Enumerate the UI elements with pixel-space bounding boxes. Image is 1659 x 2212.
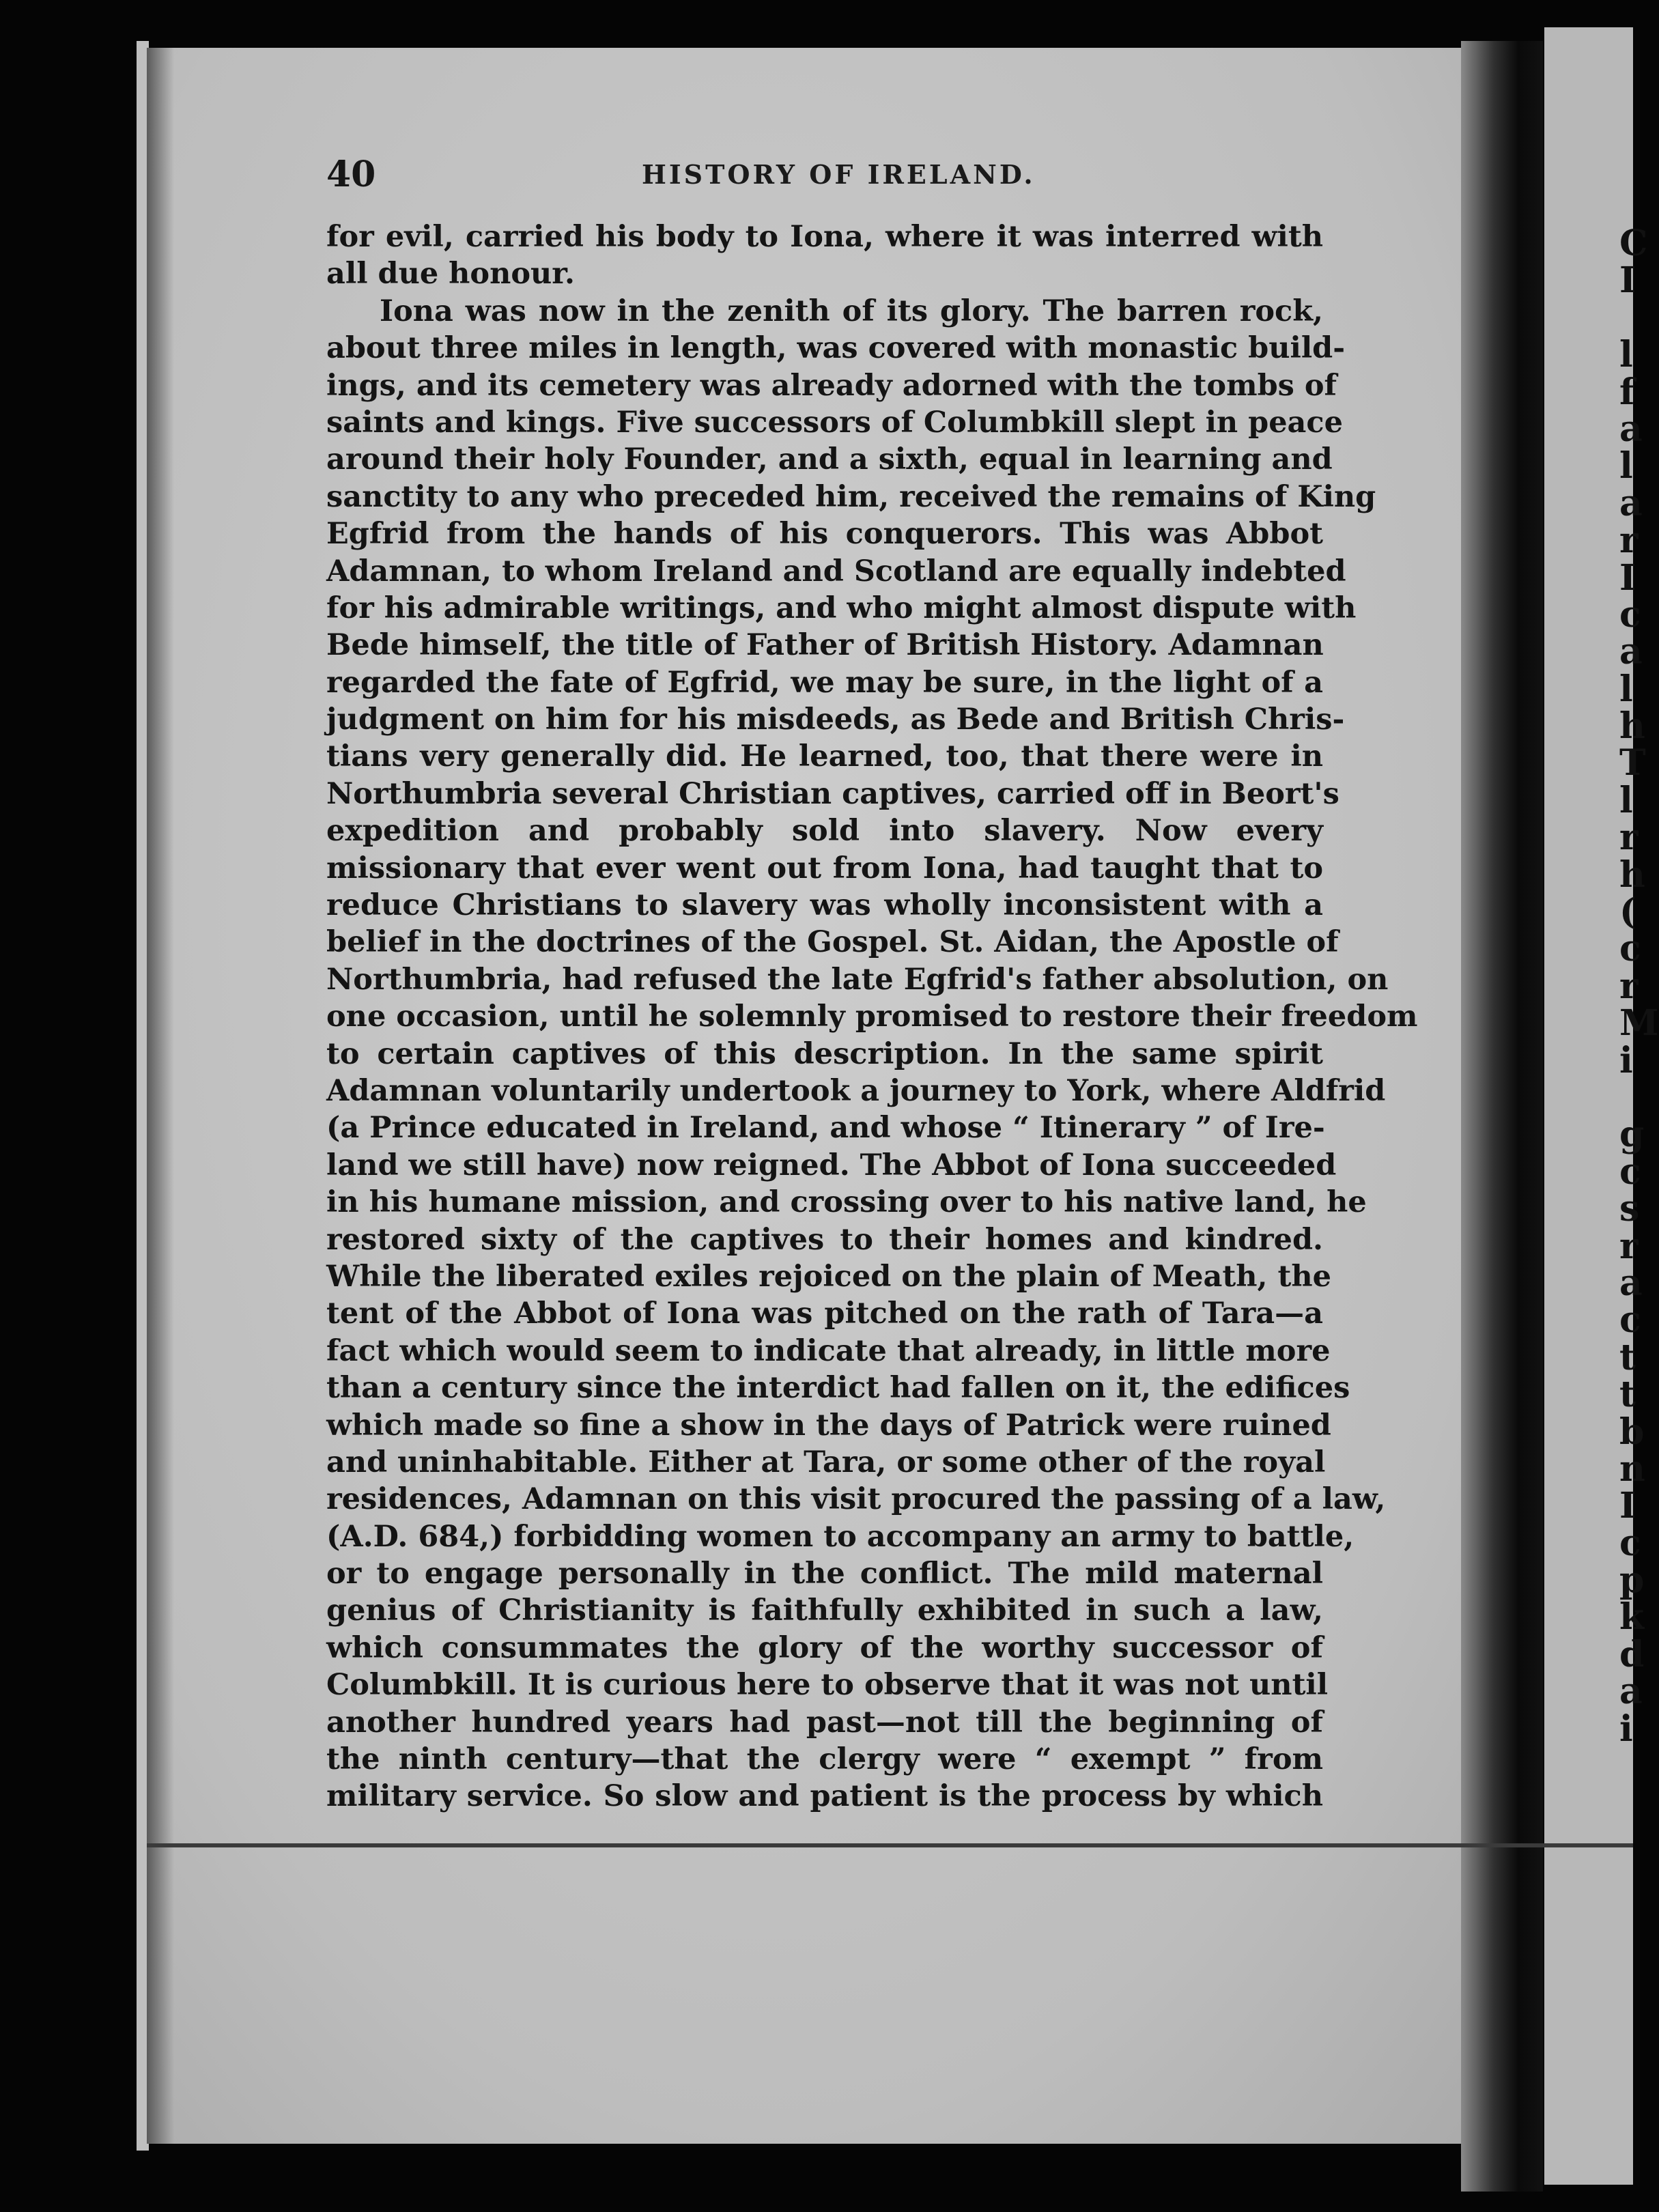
text-line: to certain captives of this description. In the same spirit (326, 1036, 1323, 1071)
text-line: around their holy Founder, and a sixth, equal in learning and (326, 442, 1333, 477)
facing-page-letter: C (1619, 223, 1648, 264)
text-line: the ninth century—that the clergy were “ exempt ” from (326, 1742, 1323, 1777)
facing-page-letter: g (1619, 1114, 1645, 1156)
facing-page-letter: a (1619, 631, 1643, 673)
facing-page-letter: h (1619, 705, 1645, 748)
facing-page-letter: I (1619, 1485, 1636, 1527)
facing-page-letter: I (1619, 259, 1636, 302)
facing-page-letter: i (1619, 1039, 1633, 1081)
facing-page-letter: a (1619, 1262, 1643, 1304)
facing-page-letter: d (1619, 1633, 1645, 1675)
facing-page-letter: b (1619, 1410, 1645, 1453)
facing-page-letter: c (1619, 1299, 1641, 1342)
facing-page-letter: l (1619, 779, 1633, 821)
text-line: missionary that ever went out from Iona, had taught that to (326, 851, 1323, 885)
text-line: another hundred years had past—not till the beginning of (326, 1705, 1323, 1740)
facing-page-letter: l (1619, 445, 1633, 487)
text-line: restored sixty of the captives to their homes and kindred. (326, 1222, 1323, 1257)
facing-page-letter: k (1619, 1596, 1645, 1639)
facing-page-letter: M (1619, 1002, 1659, 1045)
facing-page-letter: c (1619, 593, 1641, 636)
text-line: fact which would seem to indicate that already, in little more (326, 1333, 1331, 1368)
facing-page-letter: a (1619, 482, 1643, 524)
facing-page-letter: ( (1619, 891, 1636, 933)
facing-page-letter: a (1619, 1671, 1643, 1713)
text-line: tians very generally did. He learned, too, that there were in (326, 739, 1323, 774)
facing-page-fragments (1619, 223, 1659, 1750)
text-line: (A.D. 684,) forbidding women to accompany an army to battle, (326, 1519, 1355, 1554)
facing-page-letter: a (1619, 408, 1643, 450)
page-header (326, 154, 1323, 201)
facing-page-letter (1619, 300, 1647, 337)
text-line: While the liberated exiles rejoiced on the plain of Meath, the (326, 1259, 1331, 1294)
text-line: tent of the Abbot of Iona was pitched on the rath of Tara—a (326, 1296, 1323, 1331)
text-line: in his humane mission, and crossing over to his native land, he (326, 1185, 1367, 1220)
facing-page-letter: f (1619, 371, 1635, 413)
text-line: Bede himself, the title of Father of British History. Adamnan (326, 628, 1324, 663)
text-line: than a century since the interdict had fallen on it, the edifices (326, 1371, 1350, 1406)
text-line: about three miles in length, was covered with monastic build- (326, 331, 1346, 366)
text-line: Egfrid from the hands of his conquerors. This was Abbot (326, 517, 1323, 552)
facing-page-letter: l (1619, 668, 1633, 710)
text-line: expedition and probably sold into slavery. Now every (326, 814, 1323, 849)
body-text (326, 218, 1418, 1815)
facing-page-letter: c (1619, 928, 1641, 970)
text-line: land we still have) now reigned. The Abbot of Iona succeeded (326, 1148, 1337, 1182)
facing-page-letter: r (1619, 1225, 1639, 1267)
text-line: judgment on him for his misdeeds, as Bede and British Chris- (326, 703, 1345, 737)
text-line: Adamnan, to whom Ireland and Scotland are equally indebted (326, 554, 1346, 589)
text-line: (a Prince educated in Ireland, and whose “ Itinerary ” of Ire- (326, 1111, 1325, 1146)
facing-page-letter: t (1619, 1374, 1636, 1416)
text-line: all due honour. (326, 257, 575, 292)
text-line: Northumbria, had refused the late Egfrid's father absolution, on (326, 962, 1389, 997)
facing-page-letter: s (1619, 1188, 1640, 1230)
text-line: belief in the doctrines of the Gospel. St. Aidan, the Apostle of (326, 925, 1339, 960)
running-title: HISTORY OF IRELAND. (642, 159, 1036, 190)
text-line: Iona was now in the zenith of its glory. The barren rock, (380, 294, 1323, 328)
facing-page-letter: r (1619, 817, 1639, 859)
text-line: saints and kings. Five successors of Columbkill slept in peace (326, 405, 1343, 440)
scan-artifact-line (147, 1843, 1633, 1847)
facing-page-letter: c (1619, 1522, 1641, 1564)
text-line: Northumbria several Christian captives, carried off in Beort's (326, 776, 1339, 811)
text-line: and uninhabitable. Either at Tara, or some other of the royal (326, 1445, 1326, 1479)
text-line: which consummates the glory of the worthy successor of (326, 1630, 1323, 1665)
text-line: Columbkill. It is curious here to observe that it was not until (326, 1668, 1329, 1703)
text-line: for his admirable writings, and who might almost dispute with (326, 591, 1357, 625)
text-line: Adamnan voluntarily undertook a journey to York, where Aldfrid (326, 1073, 1386, 1108)
text-line: genius of Christianity is faithfully exhibited in such a law, (326, 1593, 1323, 1628)
facing-page-letter: h (1619, 853, 1645, 896)
text-line: which made so fine a show in the days of Patrick were ruined (326, 1408, 1331, 1443)
facing-page-letter (1619, 1079, 1647, 1116)
text-line: one occasion, until he solemnly promised to restore their freedom (326, 999, 1418, 1034)
text-line: military service. So slow and patient is the process by which (326, 1779, 1323, 1814)
facing-page-letter: n (1619, 1447, 1645, 1490)
page-number: 40 (326, 154, 376, 195)
book-gutter (1461, 41, 1543, 2192)
text-line: sanctity to any who preceded him, received the remains of King (326, 479, 1376, 514)
facing-page-letter: r (1619, 520, 1639, 562)
facing-page-letter: p (1619, 1559, 1645, 1602)
page-shadow (147, 48, 174, 2144)
facing-page-letter: l (1619, 334, 1633, 376)
text-line: reduce Christians to slavery was wholly inconsistent with a (326, 888, 1323, 923)
text-line: regarded the fate of Egfrid, we may be sure, in the light of a (326, 665, 1323, 700)
facing-page-letter: i (1619, 1707, 1633, 1750)
facing-page-letter: t (1619, 1336, 1636, 1378)
text-line: residences, Adamnan on this visit procured the passing of a law, (326, 1482, 1386, 1517)
facing-page-letter: T (1619, 742, 1646, 784)
facing-page-letter: r (1619, 965, 1639, 1007)
text-line: ings, and its cemetery was already adorned with the tombs of (326, 368, 1337, 403)
facing-page-letter: c (1619, 1150, 1641, 1193)
text-line: for evil, carried his body to Iona, where it was interred with (326, 220, 1323, 254)
text-line: or to engage personally in the conflict. The mild maternal (326, 1557, 1323, 1591)
facing-page-letter: I (1619, 556, 1636, 599)
